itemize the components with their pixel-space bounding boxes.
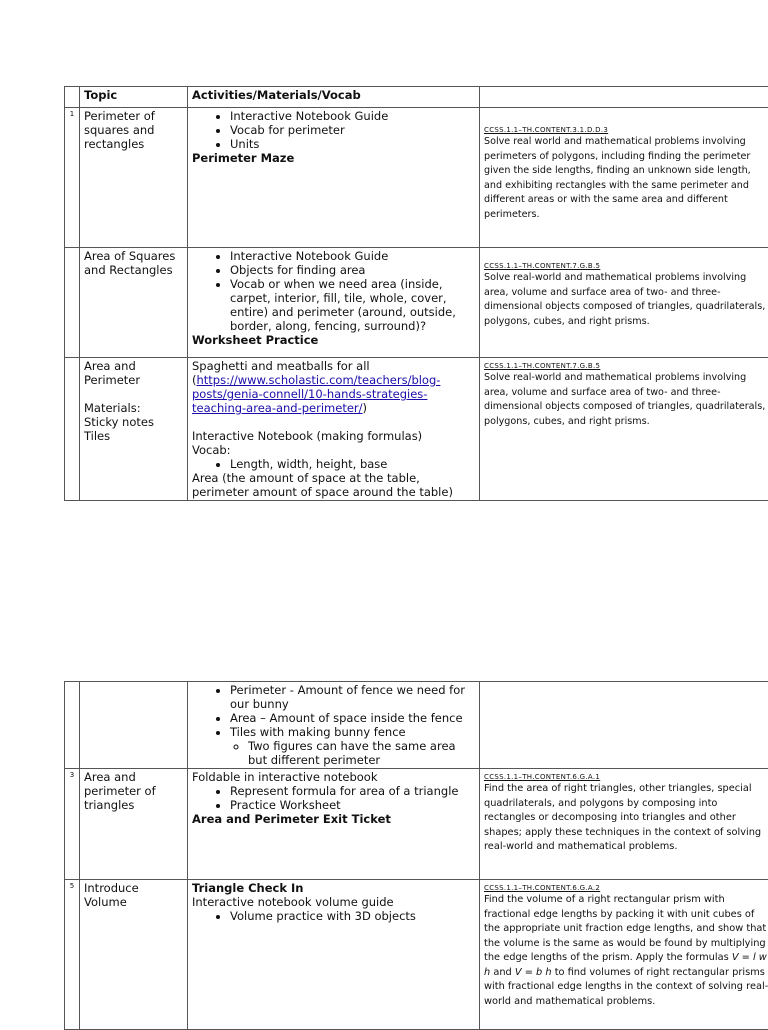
standard-text: Find the area of right triangles, other triangles, special quadrilaterals, and polygons by composing into rectangles or decomposing into triangles and other shapes; apply these techniques in the context of solving real-world and mathematical problems. bbox=[484, 783, 761, 852]
list-item: • Practice Worksheet bbox=[230, 798, 475, 812]
standard-cell bbox=[480, 880, 768, 1030]
materials-item: Tiles bbox=[84, 429, 183, 443]
activities-header: Activities/Materials/Vocab bbox=[188, 87, 480, 108]
link-line: (https://www.scholastic.com/teachers/blog-posts/genia-connell/10-hands-strategies-teaching-area-and-perimeter/) bbox=[192, 373, 475, 415]
list-item: • Tiles with making bunny fence ◦ Two figures can have the same area but different perimeter bbox=[230, 725, 475, 767]
activities-cell bbox=[188, 769, 480, 880]
standard-text: Find the volume of a right rectangular prism with fractional edge lengths by packing it with unit cubes of the appropriate unit fraction edge lengths, and show that the volume is the same as would be found by multiplying the edge lengths of the prism. Apply the formulas bbox=[484, 894, 766, 963]
blog-link[interactable]: https://www.scholastic.com/teachers/blog-posts/genia-connell/10-hands-strategies-teaching-area-and-perimeter/ bbox=[192, 373, 440, 415]
activity-title: Triangle Check In bbox=[192, 881, 475, 895]
materials-item: Sticky notes bbox=[84, 415, 183, 429]
table-row bbox=[65, 880, 768, 1030]
activities-cell bbox=[188, 248, 480, 358]
row-number: 3 bbox=[65, 769, 80, 880]
standard-text: Solve real-world and mathematical problems involving area, volume and surface area of two- and three-dimensional objects composed of triangles, quadrilaterals, polygons, cubes, and right prisms. bbox=[484, 372, 765, 427]
standard-code-link[interactable]: CCSS.1.1–TH.CONTENT.7.G.B.5 bbox=[484, 261, 768, 271]
list-item: • Objects for finding area bbox=[230, 263, 475, 277]
standard-code-link[interactable]: CCSS.1.1–TH.CONTENT.6.G.A.1 bbox=[484, 772, 768, 782]
topic-cell: Area of Squares and Rectangles bbox=[80, 248, 188, 358]
table-row bbox=[65, 358, 768, 501]
num-header bbox=[65, 87, 80, 108]
list-item: • Represent formula for area of a triangle bbox=[230, 784, 475, 798]
topic-header: Topic bbox=[80, 87, 188, 108]
formula: V = l w h bbox=[484, 952, 767, 978]
list-item: • Area – Amount of space inside the fence bbox=[230, 711, 475, 725]
standard-code-link[interactable]: CCSS.1.1–TH.CONTENT.7.G.B.5 bbox=[484, 361, 768, 371]
lesson-table-1 bbox=[64, 86, 768, 501]
sub-list bbox=[230, 739, 475, 767]
vocab-list bbox=[192, 457, 475, 471]
topic-cell: Area and perimeter of triangles bbox=[80, 769, 188, 880]
activities-list bbox=[192, 909, 475, 923]
standard-cell bbox=[480, 108, 768, 248]
row-number bbox=[65, 248, 80, 358]
activity-title: Perimeter Maze bbox=[192, 151, 475, 165]
activities-list bbox=[192, 249, 475, 333]
sub-list-item: ◦ Two figures can have the same area but different perimeter bbox=[248, 739, 475, 767]
topic-title: Area and Perimeter bbox=[84, 359, 183, 387]
materials-label: Materials: bbox=[84, 401, 183, 415]
activities-list bbox=[192, 683, 475, 767]
activity-title: Worksheet Practice bbox=[192, 333, 475, 347]
list-item: • Vocab or when we need area (inside, carpet, interior, fill, tile, whole, cover, entire) and perimeter (around, outside, border, along, fencing, surround)? bbox=[230, 277, 475, 333]
vocab-label: Vocab: bbox=[192, 443, 475, 457]
topic-cell bbox=[80, 358, 188, 501]
table-row bbox=[65, 248, 768, 358]
standards-header bbox=[480, 87, 768, 108]
activities-list bbox=[192, 109, 475, 151]
header-row bbox=[65, 87, 768, 108]
standard-code-link[interactable]: CCSS.1.1–TH.CONTENT.6.G.A.2 bbox=[484, 883, 768, 893]
list-item: • Vocab for perimeter bbox=[230, 123, 475, 137]
activity-line: Interactive Notebook (making formulas) bbox=[192, 429, 475, 443]
activity-line: Foldable in interactive notebook bbox=[192, 770, 475, 784]
list-item: • Units bbox=[230, 137, 475, 151]
activities-list bbox=[192, 784, 475, 812]
standard-cell bbox=[480, 358, 768, 501]
standard-code-link[interactable]: CCSS.1.1–TH.CONTENT.3.1.D.D.3 bbox=[484, 125, 768, 135]
table-row bbox=[65, 108, 768, 248]
standard-cell bbox=[480, 769, 768, 880]
row-number: 5 bbox=[65, 880, 80, 1030]
table-row bbox=[65, 769, 768, 880]
topic-cell: Perimeter of squares and rectangles bbox=[80, 108, 188, 248]
activities-cell bbox=[188, 358, 480, 501]
standard-text: and bbox=[490, 967, 515, 978]
activity-line: Interactive notebook volume guide bbox=[192, 895, 475, 909]
activities-cell bbox=[188, 108, 480, 248]
standard-text: to find volumes of right rectangular prisms with fractional edge lengths in the context of solving real-world and mathematical problems. bbox=[484, 967, 768, 1007]
activities-cell bbox=[188, 682, 480, 769]
standard-text: Solve real-world and mathematical problems involving area, volume and surface area of two- and three-dimensional objects composed of triangles, quadrilaterals, polygons, cubes, and right prisms. bbox=[484, 272, 765, 327]
list-item: • Interactive Notebook Guide bbox=[230, 249, 475, 263]
topic-cell: Introduce Volume bbox=[80, 880, 188, 1030]
row-number bbox=[65, 682, 80, 769]
list-item: • Length, width, height, base bbox=[230, 457, 475, 471]
formula: V = b h bbox=[515, 967, 552, 978]
list-item: • Volume practice with 3D objects bbox=[230, 909, 475, 923]
activities-cell bbox=[188, 880, 480, 1030]
activity-line: Area (the amount of space at the table, perimeter amount of space around the table) bbox=[192, 471, 475, 499]
lesson-table-2 bbox=[64, 681, 768, 1030]
row-number bbox=[65, 358, 80, 501]
activity-title: Area and Perimeter Exit Ticket bbox=[192, 812, 475, 826]
topic-cell bbox=[80, 682, 188, 769]
row-number: 1 bbox=[65, 108, 80, 248]
list-item: • Interactive Notebook Guide bbox=[230, 109, 475, 123]
activity-line: Spaghetti and meatballs for all bbox=[192, 359, 475, 373]
standard-cell bbox=[480, 682, 768, 769]
table-row bbox=[65, 682, 768, 769]
list-item: • Perimeter - Amount of fence we need for our bunny bbox=[230, 683, 475, 711]
standard-cell bbox=[480, 248, 768, 358]
standard-text: Solve real world and mathematical problems involving perimeters of polygons, including finding the perimeter given the side lengths, finding an unknown side length, and exhibiting rectangles with the same perimeter and different areas or with the same area and different perimeters. bbox=[484, 136, 751, 220]
